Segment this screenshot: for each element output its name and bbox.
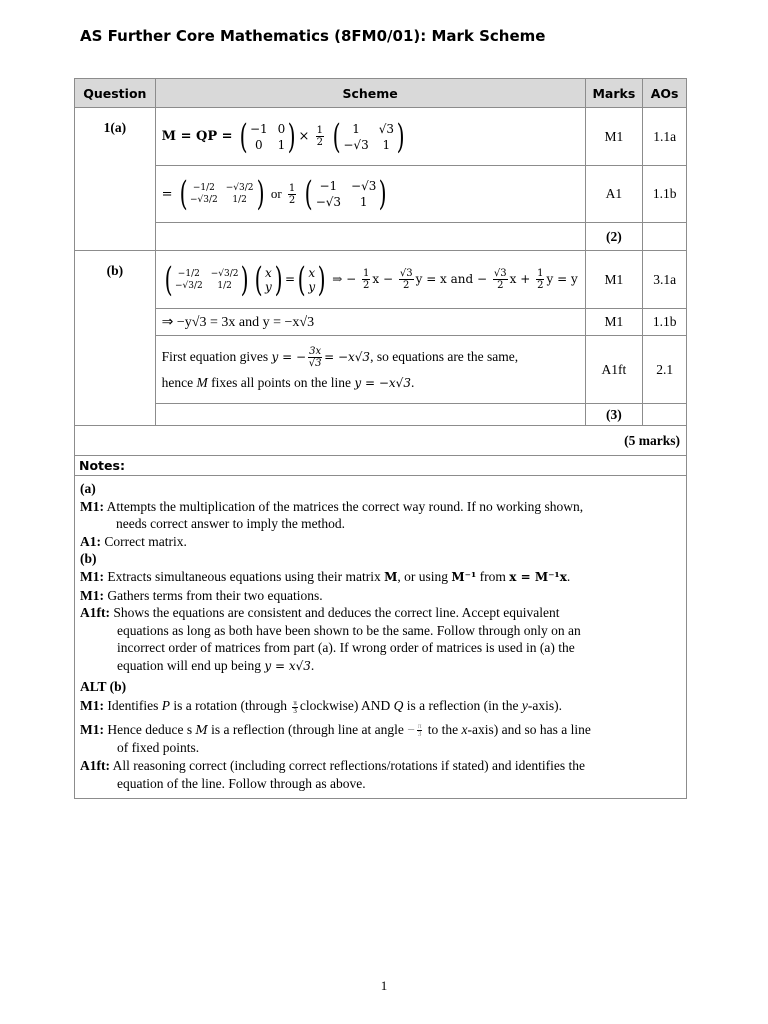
scheme-cell — [155, 336, 585, 404]
scheme-cell — [155, 166, 585, 223]
matrix: ( −1/2 −√3/2 −√3/2 1/2 ) — [179, 174, 265, 214]
mark-label: A1ft: — [80, 605, 110, 621]
table-row — [75, 166, 687, 223]
fraction: $\frac{1}{2}$ — [316, 125, 323, 148]
question-label-1b: (b) — [75, 251, 156, 426]
note-text: from — [479, 568, 506, 584]
ao-cell — [643, 223, 687, 251]
fraction: $\frac{1}{2}$ — [363, 268, 370, 291]
vector-entry: y — [265, 279, 272, 294]
page-title: AS Further Core Mathematics (8FM0/01): Mark Scheme — [80, 27, 546, 45]
note-var: x — [461, 721, 468, 737]
matrix-entry: −1 — [319, 179, 338, 193]
fraction: $\frac{1}{2}$ — [537, 268, 544, 291]
notes-heading: Notes: — [75, 456, 687, 476]
total-marks: (5 marks) — [75, 426, 687, 456]
note-text: to the — [427, 721, 459, 737]
matrix-entry: −1/2 — [192, 183, 215, 193]
matrix: ( −1 0 0 1 ) — [239, 116, 296, 157]
table-row — [75, 404, 687, 426]
note-text: equation will end up being — [117, 657, 261, 673]
fraction: $\frac{\pi}{3}$ — [417, 722, 422, 739]
or-text: or — [270, 185, 282, 201]
ao-cell: 2.1 — [643, 336, 687, 404]
note-text: incorrect order of matrices from part (a). If wrong order of matrices is used in (a) the — [117, 640, 575, 656]
col-header-marks: Marks — [585, 79, 643, 108]
matrix: ( −1 −√3 −√3 1 ) — [305, 174, 387, 214]
fraction: $\frac{\pi}{3}$ — [293, 698, 297, 715]
vector-entry: x — [308, 265, 316, 280]
note-text: , or using — [397, 568, 448, 584]
note-text: Correct matrix. — [104, 533, 187, 549]
math-expression: y = −x√3 — [354, 375, 411, 390]
ao-cell — [643, 404, 687, 426]
mark-scheme-table — [74, 78, 687, 799]
math-expression: M⁻¹ — [451, 569, 477, 584]
col-header-question: Question — [75, 79, 156, 108]
vector: ( x y ) — [297, 259, 326, 300]
note-text: equation of the line. Follow through as above. — [117, 775, 366, 791]
matrix-entry: 1/2 — [232, 195, 247, 205]
notes-part-label: (b) — [80, 551, 97, 567]
note-text: is a reflection (in the — [406, 698, 519, 714]
mark-label: M1: — [80, 721, 104, 737]
note-text: clockwise) AND — [299, 698, 391, 714]
matrix-entry: −√3 — [343, 137, 369, 152]
matrix-entry: −√3 — [351, 179, 377, 193]
math-expression — [161, 174, 390, 214]
note-text: Attempts the multiplication of the matrices the correct way round. If no working shown, — [106, 498, 584, 514]
equals-sign: = — [161, 186, 173, 202]
matrix-entry: 0 — [277, 121, 286, 136]
math-expression: ⇒ −y√3 = 3x and y = −x√3 — [161, 314, 315, 330]
table-header-row — [75, 79, 687, 108]
note-text: Gathers terms from their two equations. — [107, 587, 323, 603]
table-row — [75, 456, 687, 476]
subtotal-cell: (2) — [585, 223, 643, 251]
scheme-cell — [155, 108, 585, 166]
scheme-text: fixes all points on the line — [211, 374, 352, 390]
note-text: Identifies — [107, 698, 159, 714]
note-text: . — [566, 568, 571, 584]
mark-label: M1: — [80, 568, 104, 584]
math-expression — [162, 259, 578, 300]
note-var: Q — [393, 698, 404, 714]
matrix: ( −1/2 −√3/2 −√3/2 1/2 ) — [164, 259, 250, 300]
mark-label: A1ft: — [80, 757, 110, 773]
scheme-text: First equation gives — [161, 348, 269, 364]
note-text: is a rotation (through — [173, 698, 287, 714]
matrix: ( 1 √3 −√3 1 ) — [332, 116, 405, 157]
matrix-entry: −1 — [249, 121, 268, 136]
mark-cell: M1 — [585, 108, 643, 166]
note-text: Shows the equations are consistent and deduces the correct line. Accept equivalent — [113, 605, 560, 621]
ao-cell: 3.1a — [643, 251, 687, 309]
mark-label: A1: — [80, 533, 101, 549]
notes-part-label: ALT (b) — [80, 678, 127, 694]
scheme-text: , so equations are the same, — [370, 348, 519, 364]
note-var: y — [521, 698, 528, 714]
matrix-entry: 1/2 — [217, 280, 232, 291]
fraction: $\frac{1}{2}$ — [288, 182, 296, 206]
matrix-eq-lhs: M = QP = — [161, 129, 233, 144]
table-row — [75, 309, 687, 336]
math-expression — [161, 116, 408, 157]
note-text: -axis) and so has a line — [467, 721, 591, 737]
page-number: 1 — [380, 978, 388, 993]
math-expression: y = x√3 — [264, 658, 311, 673]
fraction: $\frac{√3}{2}$ — [399, 268, 413, 291]
note-var: P — [161, 698, 170, 714]
scheme-line — [162, 368, 585, 398]
times-symbol: × — [298, 129, 310, 144]
matrix-entry: −√3/2 — [225, 183, 254, 193]
note-text: needs correct answer to imply the method. — [116, 516, 346, 532]
implies-text: ⇒ − — [332, 272, 357, 286]
table-row — [75, 251, 687, 309]
note-text: − — [407, 721, 415, 737]
scheme-text: hence — [161, 374, 194, 390]
matrix-entry: 1 — [277, 137, 286, 152]
eq-term: x − — [372, 272, 394, 286]
note-text: -axis). — [527, 698, 562, 714]
notes-body — [75, 476, 687, 799]
matrix-entry: −√3/2 — [210, 268, 239, 279]
ao-cell: 1.1b — [643, 309, 687, 336]
vector: ( x y ) — [254, 259, 283, 300]
scheme-cell — [155, 309, 585, 336]
note-text: of fixed points. — [117, 740, 200, 756]
math-expression: M — [384, 569, 398, 584]
question-label-1a: 1(a) — [75, 108, 156, 251]
scheme-cell — [155, 251, 585, 309]
ao-cell: 1.1a — [643, 108, 687, 166]
matrix-entry: −√3 — [315, 195, 342, 209]
subtotal-cell: (3) — [585, 404, 643, 426]
note-text: equations as long as both have been shown to be the same. Follow through only on an — [117, 622, 581, 638]
matrix-entry: 0 — [254, 137, 263, 152]
table-row — [75, 223, 687, 251]
note-text: . — [310, 657, 315, 673]
scheme-var: M — [196, 374, 208, 390]
note-text: is a reflection (through line at angle — [211, 721, 404, 737]
matrix-entry: −1/2 — [177, 268, 200, 279]
eq-term: y = y — [546, 272, 578, 286]
mark-cell: A1 — [585, 166, 643, 223]
table-row — [75, 108, 687, 166]
note-var: M — [195, 722, 208, 737]
table-row — [75, 476, 687, 799]
scheme-cell — [155, 223, 585, 251]
vector-entry: x — [265, 265, 272, 280]
math-expression: y = − $\frac{3x}{√3}$ = −x√3 — [271, 345, 371, 369]
notes-part-label: (a) — [80, 481, 96, 496]
ao-cell: 1.1b — [643, 166, 687, 223]
col-header-scheme: Scheme — [155, 79, 585, 108]
math-expression: x = M⁻¹x — [509, 569, 567, 584]
table-row — [75, 426, 687, 456]
equals-sign: = — [285, 272, 296, 286]
eq-term: x + — [509, 272, 531, 286]
table-row — [75, 336, 687, 404]
mark-label: M1: — [80, 698, 104, 714]
note-text: Hence deduce s — [107, 721, 193, 737]
mark-cell: M1 — [585, 309, 643, 336]
matrix-entry: −√3/2 — [189, 195, 218, 205]
mark-label: M1: — [80, 498, 104, 514]
matrix-entry: −√3/2 — [174, 280, 203, 291]
matrix-entry: 1 — [352, 121, 360, 136]
scheme-cell — [155, 404, 585, 426]
scheme-text: . — [410, 374, 415, 390]
col-header-aos: AOs — [643, 79, 687, 108]
matrix-entry: 1 — [382, 137, 391, 152]
matrix-entry: 1 — [359, 195, 368, 209]
note-text: All reasoning correct (including correct reflections/rotations if stated) and identifies the — [112, 757, 585, 773]
vector-entry: y — [308, 279, 316, 294]
note-text: Extracts simultaneous equations using their matrix — [107, 568, 381, 584]
eq-term: y = x and − — [415, 272, 488, 286]
mark-cell: M1 — [585, 251, 643, 309]
fraction: $\frac{√3}{2}$ — [493, 268, 507, 291]
matrix-entry: √3 — [378, 121, 394, 136]
mark-label: M1: — [80, 587, 104, 603]
mark-cell: A1ft — [585, 336, 643, 404]
